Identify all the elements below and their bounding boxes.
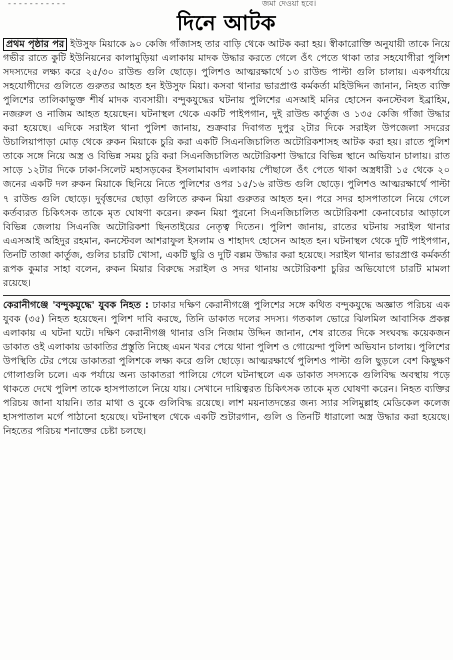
story-1-text: ইউসুফ মিয়াকে ৯০ কেজি গাঁজাসহ তার বাড়ি থেকে আটক করা হয়। স্বীকারোক্তি অনুযায়ী তাকে নিয়ে গভীর রাতে কুটি ইউনিয়নের কালামুড়িয়া এলাকায় মাদক উদ্ধার করতে গেলে ওঁৎ পেতে থাকা তার সহযোগীরা পুলিশ সদস্যদের লক্ষ্য করে ২৫/৩০ রাউন্ড গুলি ছোড়ে। পুলিশও আত্মরক্ষার্থে ১৩ রাউন্ড পাল্টা গুলি চালায়। একপর্যায়ে সহযোগীদের গুলিতে গুরুতর আহত হন ইউসুফ মিয়া। কসবা থানার ভারপ্রাপ্ত কর্মকর্তা মহিউদ্দিন জানান, নিহত ব্যক্তি পুলিশের তালিকাভুক্ত শীর্ষ মাদক ব্যবসায়ী। বন্দুকযুদ্ধের ঘটনায় পুলিশের এসআই মনির হোসেন কনস্টেবল ইব্রাহিম, নজরুল ও নাজিম আহত হয়েছেন। ঘটনাস্থল থেকে একটি পাইপগান, দুই রাউন্ড কার্তুজ ও ১৩৫ কেজি গাঁজা উদ্ধার করা হয়েছে। এদিকে সরাইল থানা পুলিশ জানায়, শুক্রবার দিবাগত দুপুর ২টার দিকে সরাইল উপজেলা সদরের উচালিয়াপাড়া মোড় থেকে রুকন মিয়াকে চুরি করা একটি সিএনজিচালিত অটোরিকশাসহ আটক করা হয়। রাতে পুলিশ তাকে সঙ্গে নিয়ে অস্ত্র ও বিভিন্ন সময় চুরি করা সিএনজিচালিত অটোরিকশা উদ্ধারে বিভিন্ন স্থানে অভিযান চালায়। রাত সাড়ে ১২টার দিকে ঢাকা-সিলেট মহাসড়কের ইসলামাবাদ এলাকায় পৌছালে ওঁৎ পেতে থাকা অস্ত্রধারী ১৫ থেকে ২০ জনের একটি দল রুকন মিয়াকে ছিনিয়ে নিতে পুলিশের ওপর ১৫/১৬ রাউন্ড গুলি ছোড়ে। পুলিশও আত্মরক্ষার্থে পাল্টা ৭ রাউন্ড গুলি ছোড়ে। দুর্বৃত্তদের ছোড়া গুলিতে রুকন মিয়া গুরুতর আহত হন। পরে সদর হাসপাতালে নিয়ে গেলে কর্তব্যরত চিকিৎসক তাকে মৃত ঘোষণা করেন। রুকন মিয়া পুরনো সিএনজিচালিত অটোরিকশা কেনাবেচার আড়ালে বিভিন্ন জেলায় সিএনজি অটোরিকশা ছিনতাইয়ের নেতৃত্ব দিতেন। পুলিশ জানায়, রাতের ঘটনায় সরাইল থানার এএসআই অহিদুর রহমান, কনস্টেবল আশরাফুল ইসলাম ও শাহাদৎ হোসেন আহত হন। ঘটনাস্থল থেকে দুটি পাইপগান, তিনটি তাজা কার্তুজ, গুলির চারটি খোসা, একটি ছুরি ও দুটি বল্লম উদ্ধার করা হয়েছে। সরাইল থানার ভারপ্রাপ্ত কর্মকর্তা রূপক কুমার সাহা বলেন, রুকন মিয়ার বিরুদ্ধে সরাইল ও সদর থানায় অটোরিকশা চুরির অভিযোগে চারটি মামলা রয়েছে। bbox=[3, 39, 450, 289]
cut-off-previous-article bbox=[0, 0, 453, 8]
story-2-paragraph bbox=[3, 299, 450, 439]
story-1-paragraph bbox=[3, 38, 450, 291]
article-body bbox=[3, 38, 450, 439]
cut-off-text-right: জমা দেওয়া হবে। bbox=[262, 0, 317, 8]
section-divider bbox=[3, 295, 450, 296]
cut-off-text-left: - - - - - - - - - - - bbox=[8, 0, 66, 8]
continuation-tag: প্রথম পৃষ্ঠার পর bbox=[3, 38, 67, 51]
story-2-text: ঢাকার দক্ষিণ কেরানীগঞ্জে পুলিশের সঙ্গে কথিত বন্দুকযুদ্ধে অজ্ঞাত পরিচয় এক যুবক (৩৫) নিহত হয়েছেন। পুলিশ দাবি করছে, তিনি ডাকাত দলের সদস্য। গতকাল ভোরে ঝিলমিল আবাসিক প্রকল্প এলাকায় এ ঘটনা ঘটে। দক্ষিণ কেরানীগঞ্জ থানার ওসি নিজাম উদ্দিন জানান, শেষ রাতের দিকে সংঘবদ্ধ কয়েকজন ডাকাত ওই এলাকায় ডাকাতির প্রস্তুতি নিচ্ছে এমন খবর পেয়ে থানা পুলিশ ও গোয়েন্দা পুলিশ অভিযান চালায়। পুলিশের উপস্থিতি টের পেয়ে ডাকাতরা পুলিশকে লক্ষ্য করে গুলি ছোড়ে। আত্মরক্ষার্থে পুলিশও পাল্টা গুলি ছুড়লে বেশ কিছুক্ষণ গোলাগুলি চলে। এক পর্যায়ে অন্য ডাকাতরা পালিয়ে গেলে ঘটনাস্থলে এক ডাকাত সদস্যকে গুলিবিদ্ধ অবস্থায় পড়ে থাকতে দেখে পুলিশ তাকে হাসপাতালে নিয়ে যায়। সেখানে দায়িত্বরত চিকিৎসক তাকে মৃত ঘোষণা করেন। নিহত ব্যক্তির পরিচয় জানা যায়নি। তার মাথা ও বুকে গুলিবিদ্ধ রয়েছে। লাশ ময়নাতদন্তের জন্য স্যার সলিমুল্লাহ মেডিকেল কলেজ হাসপাতাল মর্গে পাঠানো হয়েছে। ঘটনাস্থল থেকে একটি শুটারগান, গুলি ও তিনটি ধারালো অস্ত্র উদ্ধার করা হয়েছে। নিহতের পরিচয় শনাক্তের চেষ্টা চলছে। bbox=[3, 299, 451, 438]
story-2-subheading: কেরানীগঞ্জে 'বন্দুকযুদ্ধে' যুবক নিহত : bbox=[3, 299, 149, 311]
article-headline: দিনে আটক bbox=[177, 11, 276, 35]
